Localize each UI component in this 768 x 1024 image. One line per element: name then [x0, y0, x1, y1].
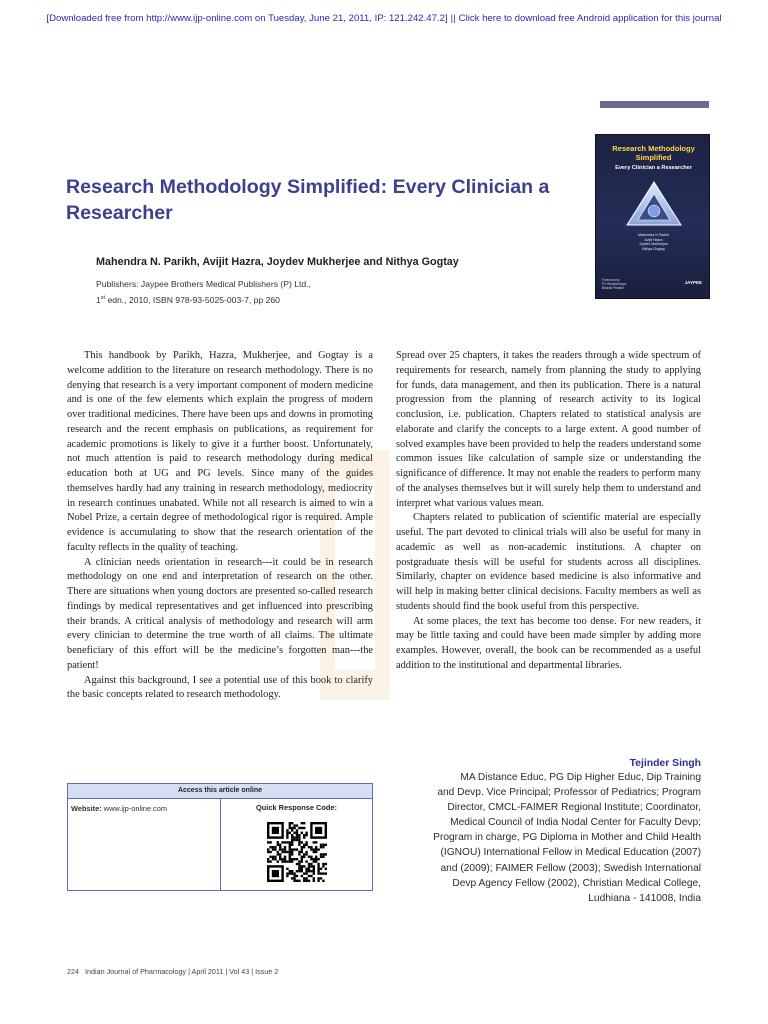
- cover-authors: Mahendra N Parikh Avijit Hazra Joydev Mukherjee Nithya Gogtay: [638, 233, 669, 251]
- right-text-column: [396, 349, 701, 674]
- cover-title: Research Methodology Simplified: [612, 144, 695, 162]
- qr-code-icon[interactable]: [267, 822, 327, 882]
- banner-separator: ||: [450, 13, 456, 24]
- paragraph: Against this background, I see a potential use of this book to clarify the basic concepts related to research methodology.: [67, 674, 373, 701]
- download-banner: [0, 13, 768, 24]
- cover-publisher-logo: JAYPEE: [684, 280, 702, 285]
- download-source-link[interactable]: [Downloaded free from http://www.ijp-online.com on Tuesday, June 21, 2011, IP: 121.242.47.2]: [46, 13, 448, 24]
- header-accent-bar: [600, 101, 709, 108]
- access-article-box: [67, 783, 373, 891]
- paragraph: Spread over 25 chapters, it takes the readers through a wide spectrum of requirements for research, namely from planning the study to applying for funds, data management, and then its publication. There is a natural progression from the planning of research activity to its logical conclusion, i.e. publication. Chapters related to statistical analysis are elaborate and clarify the concepts to a large extent. A good number of solved examples have been provided to help the readers understand some common issues like calculation of sample size or understanding the significance of difference. It may not enable the readers to perform many of the analyses themselves but it will surely help them to understand and interpret what various values mean.: [396, 350, 701, 509]
- android-app-link[interactable]: Click here to download free Android application for this journal: [458, 13, 722, 24]
- paragraph: Chapters related to publication of scientific material are especially useful. The part devoted to clinical trials will also be useful for many in academic as well as non-academic institutions. A chapter on postgraduate thesis will be useful for students across all disciplines. Similarly, chapter on evidence based medicine is also informative and will help in making better clinical decisions. Faculty members as well as students should find the book useful from this perspective.: [396, 512, 701, 612]
- cover-subtitle: Every Clinician a Researcher: [615, 165, 692, 171]
- book-cover-image: [595, 134, 710, 299]
- paragraph: At some places, the text has become too dense. For new readers, it may be little taxing and could have been made simpler by adding more examples. However, overall, the book can be recommended as a useful addition to the institutional and departmental libraries.: [396, 615, 701, 671]
- qr-label: Quick Response Code:: [256, 803, 337, 812]
- website-link[interactable]: www.ijp-online.com: [103, 804, 167, 813]
- left-text-column: [67, 349, 373, 703]
- cover-triangle-graphic: [624, 180, 684, 228]
- publication-info: [96, 277, 311, 307]
- paragraph: A clinician needs orientation in research---it could be in research methodology on one end and interpretation of research on the other. There are situations when young doctors are presented so-called research findings by medical representatives and get influenced into prescribing their brands. A critical analysis of methodology and research will arm every clinician to determine the true worth of all claims. The ultimate beneficiary of this effort will be the medicine’s forgotten man---the patient!: [67, 556, 373, 671]
- access-box-header: Access this article online: [68, 784, 372, 799]
- edition-line: 1st edn., 2010, ISBN 978-93-5025-003-7, pp 260: [96, 294, 280, 305]
- publisher-line: Publishers: Jaypee Brothers Medical Publishers (P) Ltd.,: [96, 279, 311, 289]
- qr-cell: [221, 799, 372, 890]
- article-authors: Mahendra N. Parikh, Avijit Hazra, Joydev Mukherjee and Nithya Gogtay: [96, 256, 459, 268]
- article-title: Research Methodology Simplified: Every Clinician a Researcher: [66, 176, 550, 224]
- page-footer: [67, 967, 278, 976]
- journal-citation: Indian Journal of Pharmacology | April 2011 | Vol 43 | Issue 2: [85, 967, 279, 976]
- reviewer-affiliation: MA Distance Educ, PG Dip Higher Educ, Dip Training and Devp. Vice Principal; Professor of Pediatrics; Program Director, CMCL-FAIMER Regional Institute; Coordinator, Medical Council of India Nodal Center for Faculty Devp; Program in charge, PG Diploma in Mother and Child Health (IGNOU) International Fellow in Medical Education (2007) and (2009); FAIMER Fellow (2003); Swedish International Devp Agency Fellow (2002), Christian Medical College, Ludhiana - 141008, India: [433, 772, 701, 904]
- website-label: Website:: [71, 804, 102, 813]
- paragraph: This handbook by Parikh, Hazra, Mukherjee, and Gogtay is a welcome addition to the literature on research methodology. There is no denying that research is a very important component of modern medicine and is one of the few elements which explain the progress of modern over traditional medicines. There have been ups and downs in promoting research and the recent emphasis on publications, as requirement for academic promotions is likely to give it a further boost. Unfortunately, not much attention is paid to research methodology during medical education both at UG and PG levels. Since many of the guides themselves hardly had any training in research methodology, mediocrity in research continues unabated. While not all research is aimed to win a Nobel Prize, a certain degree of methodological rigor is required. Ample evidence is accumulating to show that the research orientation of the faculty reflects in the quality of teaching.: [67, 350, 373, 553]
- cover-foreword: Foreword by PC Bhattacharya Bharati Phadke: [602, 278, 627, 290]
- page-number: 224: [67, 967, 79, 976]
- reviewer-name: Tejinder Singh: [629, 758, 701, 769]
- website-cell: [68, 799, 221, 890]
